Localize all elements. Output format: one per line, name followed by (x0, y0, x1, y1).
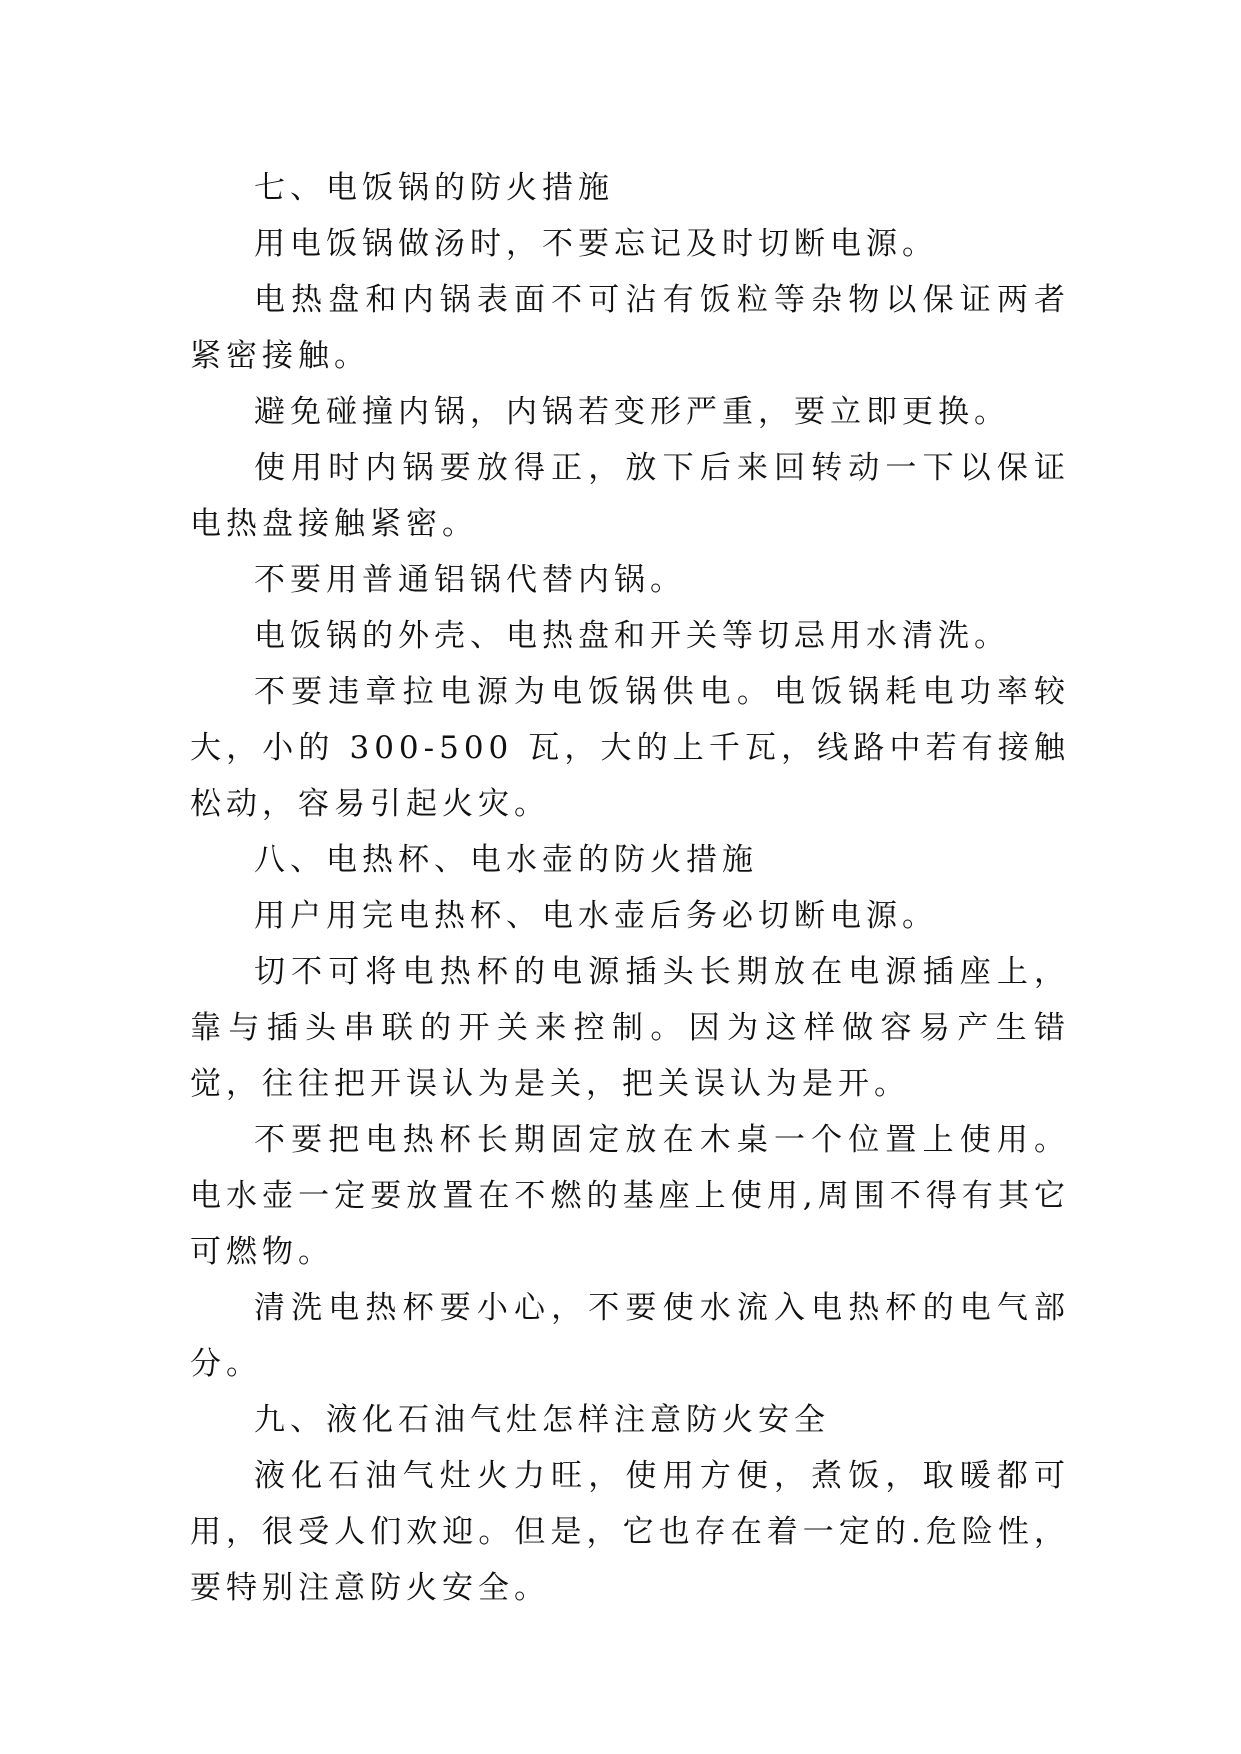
section-heading-9: 九、液化石油气灶怎样注意防火安全 (254, 1402, 830, 1438)
document-body (190, 160, 1070, 1616)
section-heading-7: 七、电饭锅的防火措施 (254, 170, 614, 206)
section-heading-8: 八、电热杯、电水壶的防火措施 (254, 842, 758, 878)
paragraph: 电饭锅的外壳、电热盘和开关等切忌用水清洗。 (254, 618, 1010, 654)
paragraph: 切不可将电热杯的电源插头长期放在电源插座上，靠与插头串联的开关来控制。因为这样做容易产生错觉，往往把开误认为是关，把关误认为是开。 (190, 954, 1070, 1102)
paragraph: 不要用普通铝锅代替内锅。 (254, 562, 686, 598)
paragraph: 避免碰撞内锅，内锅若变形严重，要立即更换。 (254, 394, 1010, 430)
paragraph: 用户用完电热杯、电水壶后务必切断电源。 (254, 898, 938, 934)
paragraph: 使用时内锅要放得正，放下后来回转动一下以保证电热盘接触紧密。 (190, 450, 1070, 542)
paragraph: 清洗电热杯要小心，不要使水流入电热杯的电气部分。 (190, 1290, 1070, 1382)
paragraph: 液化石油气灶火力旺，使用方便，煮饭，取暖都可用，很受人们欢迎。但是，它也存在着一定的.危险性，要特别注意防火安全。 (190, 1458, 1070, 1606)
paragraph: 电热盘和内锅表面不可沾有饭粒等杂物以保证两者紧密接触。 (190, 282, 1070, 374)
paragraph: 不要违章拉电源为电饭锅供电。电饭锅耗电功率较大，小的 300-500 瓦，大的上千瓦，线路中若有接触松动，容易引起火灾。 (190, 674, 1070, 822)
paragraph: 不要把电热杯长期固定放在木桌一个位置上使用。电水壶一定要放置在不燃的基座上使用,周围不得有其它可燃物。 (190, 1122, 1070, 1270)
paragraph: 用电饭锅做汤时，不要忘记及时切断电源。 (254, 226, 938, 262)
